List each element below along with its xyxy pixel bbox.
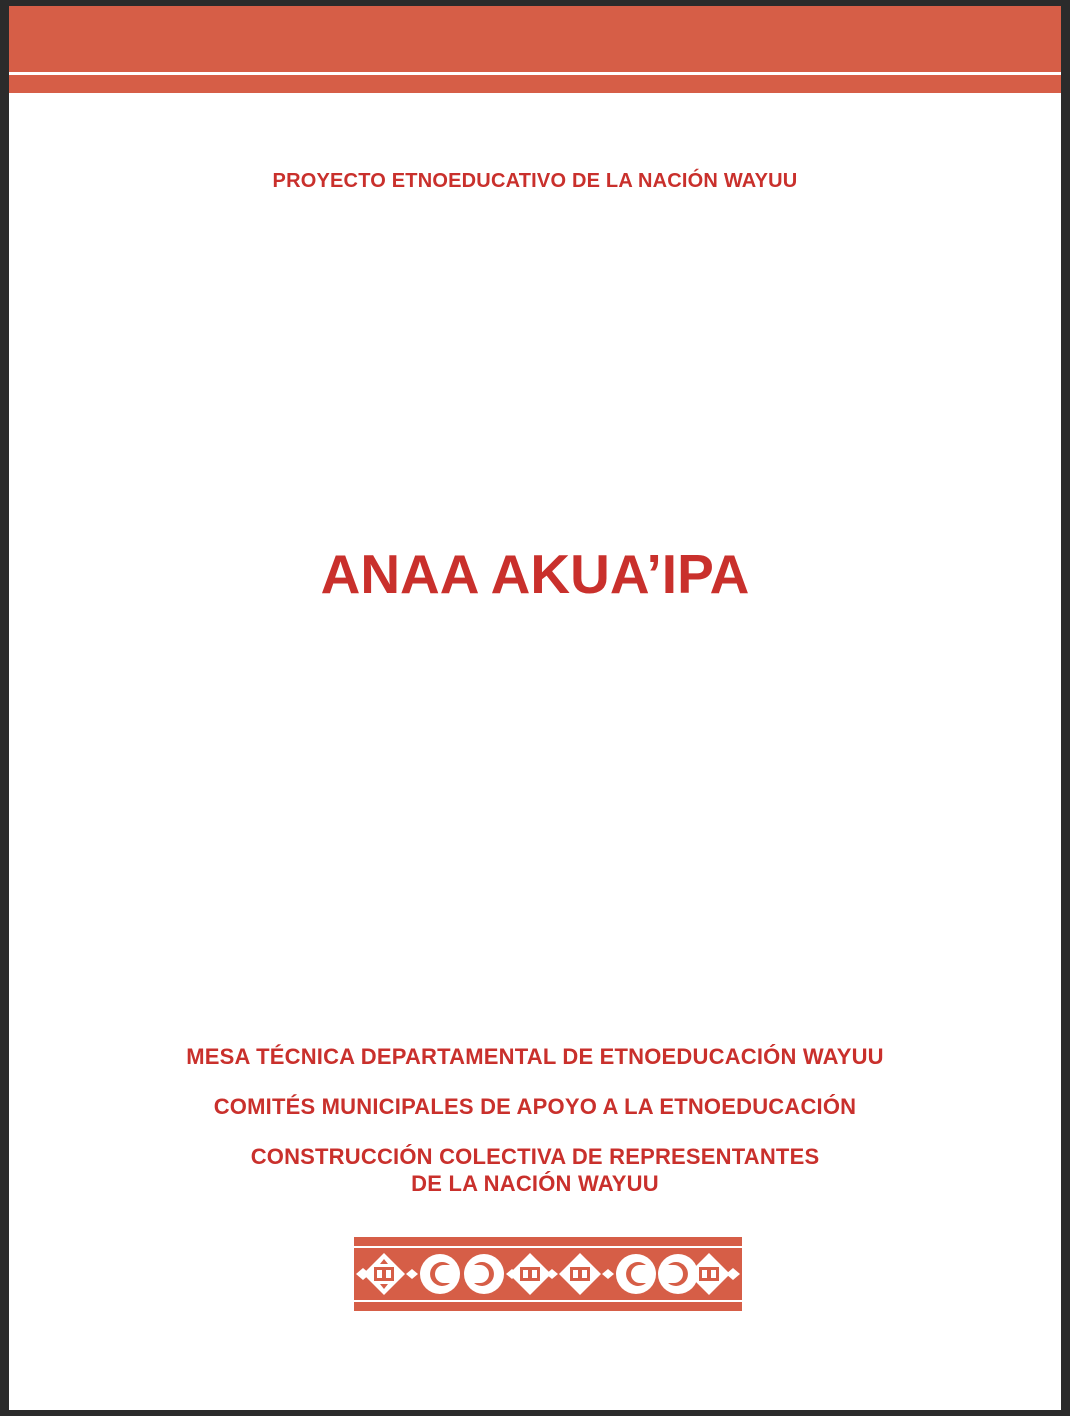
main-title: ANAA AKUA’IPA bbox=[320, 543, 750, 605]
credit-line-3 bbox=[9, 1143, 1061, 1197]
cover-page bbox=[9, 6, 1061, 1410]
credit-line-3b: DE LA NACIÓN WAYUU bbox=[411, 1171, 659, 1196]
credit-line-1: MESA TÉCNICA DEPARTAMENTAL DE ETNOEDUCACIÓN WAYUU bbox=[186, 1044, 884, 1069]
band-divider-line bbox=[9, 72, 1061, 75]
credit-line-3a: CONSTRUCCIÓN COLECTIVA DE REPRESENTANTES bbox=[250, 1144, 820, 1169]
wayuu-pattern-band-icon bbox=[354, 1237, 742, 1311]
project-title: PROYECTO ETNOEDUCATIVO DE LA NACIÓN WAYUU bbox=[272, 170, 798, 192]
top-color-band bbox=[9, 6, 1061, 93]
credit-line-2: COMITÉS MUNICIPALES DE APOYO A LA ETNOEDUCACIÓN bbox=[213, 1094, 857, 1119]
